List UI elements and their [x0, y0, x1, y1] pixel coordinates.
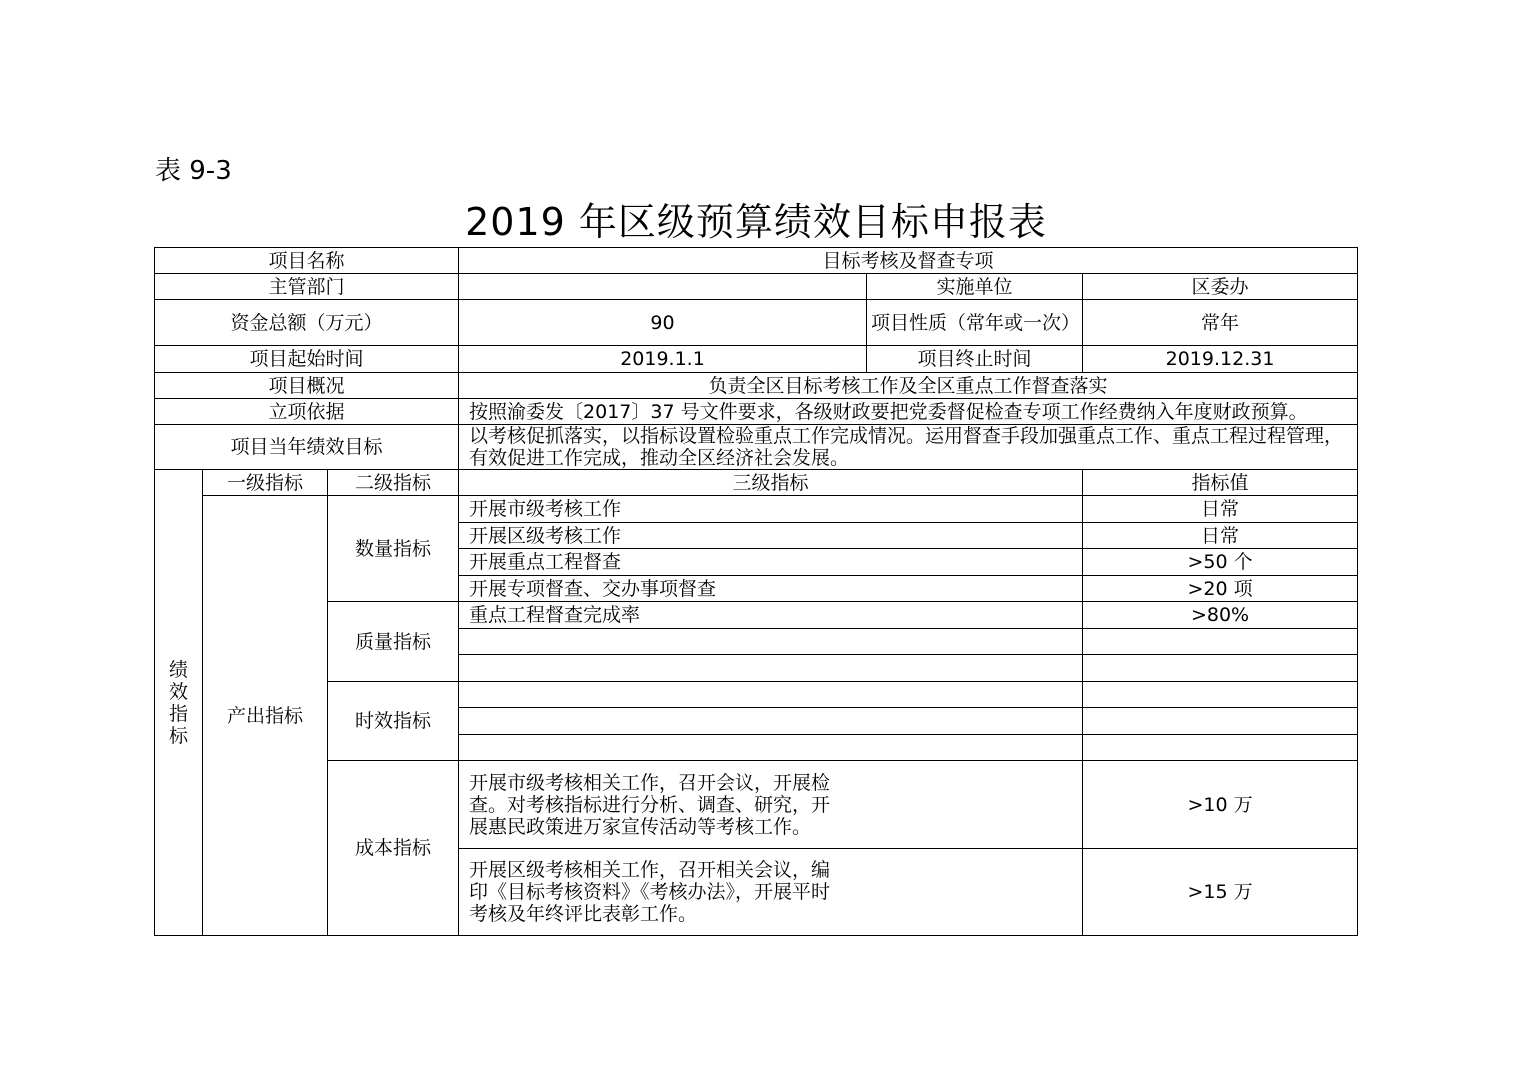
implementing-unit-value: 区委办	[1083, 274, 1358, 300]
indicator-item	[459, 735, 1083, 761]
row-project-name	[155, 248, 1358, 274]
indicator-item: 开展重点工程督查	[459, 549, 1083, 576]
indicator-item	[459, 629, 1083, 655]
table-row	[155, 602, 1358, 629]
level2-header: 二级指标	[328, 470, 459, 496]
indicator-value: >50 个	[1083, 549, 1358, 576]
indicator-value: >10 万	[1083, 761, 1358, 849]
document-title: 2019 年区级预算绩效目标申报表	[465, 200, 1047, 244]
level3-header: 三级指标	[459, 470, 1083, 496]
indicator-item	[459, 761, 1083, 849]
indicator-value: 日常	[1083, 523, 1358, 549]
project-nature-label: 项目性质（常年或一次）	[867, 300, 1083, 346]
table-row	[155, 682, 1358, 708]
annual-goal-value: 以考核促抓落实，以指标设置检验重点工作完成情况。运用督查手段加强重点工作、重点工程过程管理，有效促进工作完成，推动全区经济社会发展。	[459, 425, 1358, 470]
basis-value: 按照渝委发〔2017〕37 号文件要求，各级财政要把党委督促检查专项工作经费纳入年度财政预算。	[459, 399, 1358, 425]
project-nature-value: 常年	[1083, 300, 1358, 346]
performance-indicators-label: 绩效指标	[155, 470, 203, 936]
department-value	[459, 274, 867, 300]
fund-total-value: 90	[459, 300, 867, 346]
indicator-item: 重点工程督查完成率	[459, 602, 1083, 629]
start-time-value: 2019.1.1	[459, 346, 867, 373]
row-dates	[155, 346, 1358, 373]
row-department	[155, 274, 1358, 300]
table-row	[155, 496, 1358, 523]
start-time-label: 项目起始时间	[155, 346, 459, 373]
indicator-item-text: 开展市级考核相关工作，召开会议，开展检查。对考核指标进行分析、调查、研究，开展惠民政策进万家宣传活动等考核工作。	[469, 771, 831, 838]
row-overview	[155, 373, 1358, 399]
indicator-value	[1083, 735, 1358, 761]
department-label: 主管部门	[155, 274, 459, 300]
project-name-label: 项目名称	[155, 248, 459, 274]
indicator-value	[1083, 655, 1358, 682]
row-fund	[155, 300, 1358, 346]
indicator-item: 开展区级考核工作	[459, 523, 1083, 549]
level1-header: 一级指标	[203, 470, 328, 496]
indicator-value: >15 万	[1083, 849, 1358, 936]
budget-performance-table	[154, 247, 1358, 936]
indicator-value: >80%	[1083, 602, 1358, 629]
overview-label: 项目概况	[155, 373, 459, 399]
indicator-item	[459, 849, 1083, 936]
indicator-item	[459, 708, 1083, 735]
project-name-value: 目标考核及督查专项	[459, 248, 1358, 274]
end-time-label: 项目终止时间	[867, 346, 1083, 373]
level1-output-indicator: 产出指标	[203, 496, 328, 936]
indicator-value	[1083, 629, 1358, 655]
indicator-item	[459, 682, 1083, 708]
cost-indicator-label: 成本指标	[328, 761, 459, 936]
basis-label: 立项依据	[155, 399, 459, 425]
end-time-value: 2019.12.31	[1083, 346, 1358, 373]
table-row	[155, 761, 1358, 849]
table-number: 表 9-3	[155, 156, 232, 186]
row-annual-goal	[155, 425, 1358, 470]
quality-indicator-label: 质量指标	[328, 602, 459, 682]
indicator-item	[459, 655, 1083, 682]
indicator-value: >20 项	[1083, 576, 1358, 602]
fund-total-label: 资金总额（万元）	[155, 300, 459, 346]
indicator-item: 开展市级考核工作	[459, 496, 1083, 523]
overview-value: 负责全区目标考核工作及全区重点工作督查落实	[459, 373, 1358, 399]
indicator-value	[1083, 682, 1358, 708]
implementing-unit-label: 实施单位	[867, 274, 1083, 300]
row-indicator-headers	[155, 470, 1358, 496]
indicator-item: 开展专项督查、交办事项督查	[459, 576, 1083, 602]
quantity-indicator-label: 数量指标	[328, 496, 459, 602]
annual-goal-label: 项目当年绩效目标	[155, 425, 459, 470]
value-header: 指标值	[1083, 470, 1358, 496]
indicator-value: 日常	[1083, 496, 1358, 523]
indicator-value	[1083, 708, 1358, 735]
timeliness-indicator-label: 时效指标	[328, 682, 459, 761]
row-basis	[155, 399, 1358, 425]
indicator-item-text: 开展区级考核相关工作，召开相关会议，编印《目标考核资料》《考核办法》，开展平时考核及年终评比表彰工作。	[469, 859, 831, 925]
